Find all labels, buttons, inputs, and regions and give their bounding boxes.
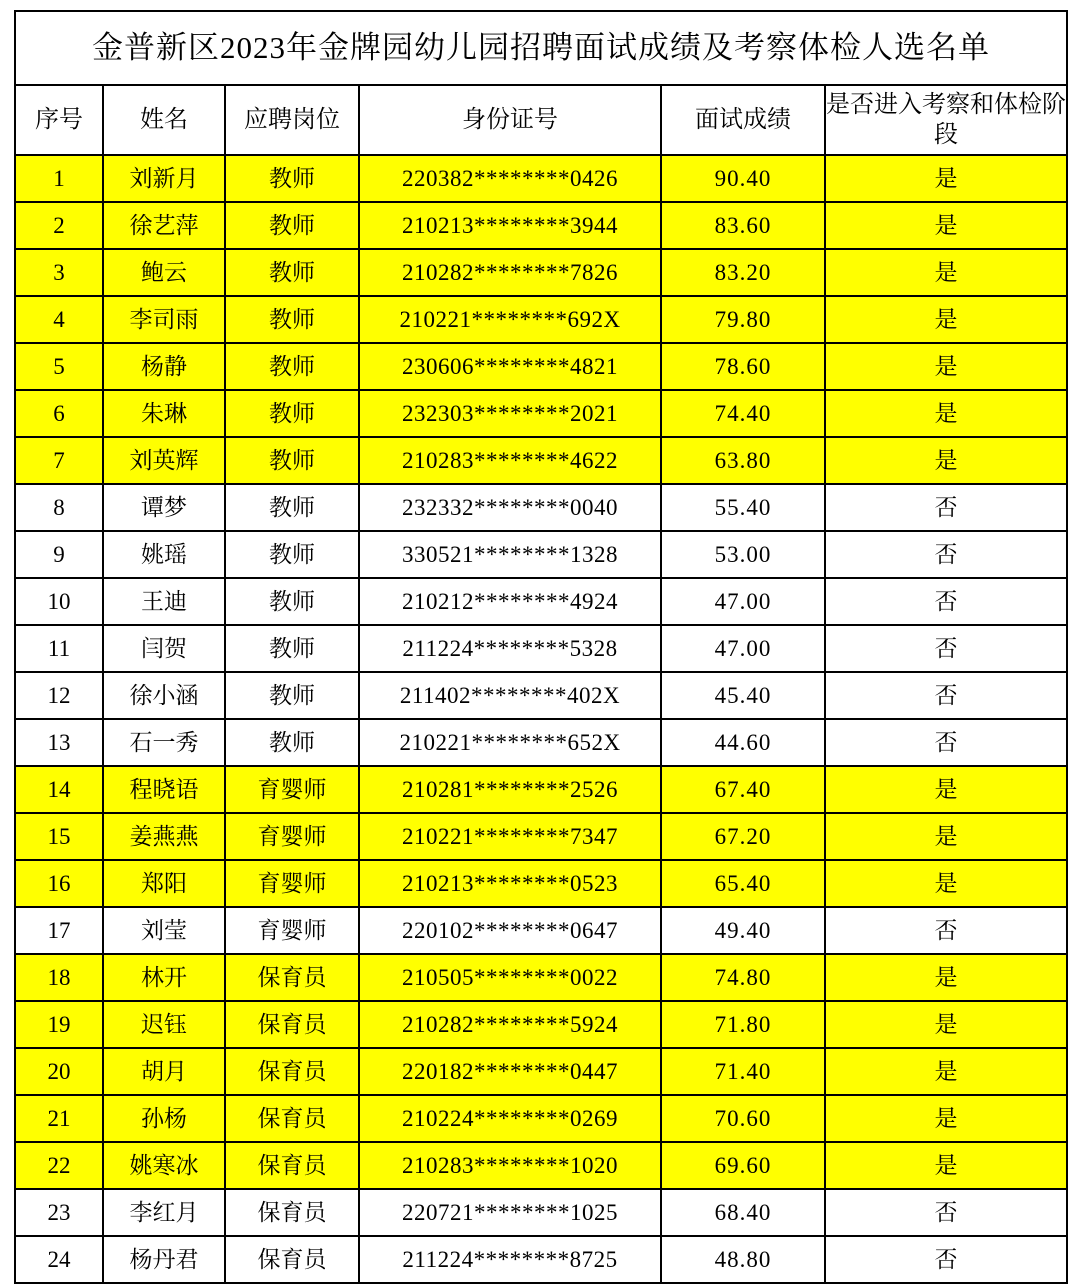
cell-no: 11 xyxy=(15,625,103,672)
cell-no: 16 xyxy=(15,860,103,907)
cell-id-number: 211224********8725 xyxy=(359,1236,661,1283)
cell-score-value: 63.80 xyxy=(661,437,825,484)
cell-id-number: 232303********2021 xyxy=(359,390,661,437)
table-row xyxy=(15,296,1067,343)
cell-score-value: 79.80 xyxy=(661,296,825,343)
cell-no: 15 xyxy=(15,813,103,860)
cell-score-value: 68.40 xyxy=(661,1189,825,1236)
cell-no: 2 xyxy=(15,202,103,249)
cell-name: 姚寒冰 xyxy=(103,1142,225,1189)
cell-name: 朱琳 xyxy=(103,390,225,437)
cell-no: 14 xyxy=(15,766,103,813)
cell-id-number: 210282********5924 xyxy=(359,1001,661,1048)
cell-pass-flag: 是 xyxy=(825,813,1067,860)
cell-pass-flag: 是 xyxy=(825,1001,1067,1048)
table-body xyxy=(15,11,1067,1283)
cell-name: 刘英辉 xyxy=(103,437,225,484)
cell-pass-flag: 是 xyxy=(825,155,1067,202)
table-row xyxy=(15,249,1067,296)
cell-name: 杨静 xyxy=(103,343,225,390)
cell-score-value: 45.40 xyxy=(661,672,825,719)
table-row xyxy=(15,954,1067,1001)
cell-name: 程晓语 xyxy=(103,766,225,813)
cell-pass-flag: 是 xyxy=(825,1095,1067,1142)
table-row xyxy=(15,155,1067,202)
cell-id-number: 210505********0022 xyxy=(359,954,661,1001)
cell-score-value: 65.40 xyxy=(661,860,825,907)
table-row xyxy=(15,578,1067,625)
cell-score-value: 90.40 xyxy=(661,155,825,202)
cell-name: 刘新月 xyxy=(103,155,225,202)
cell-name: 徐艺萍 xyxy=(103,202,225,249)
cell-score-value: 44.60 xyxy=(661,719,825,766)
column-header-no: 序号 xyxy=(15,85,103,155)
cell-pass-flag: 是 xyxy=(825,1142,1067,1189)
cell-name: 姚瑶 xyxy=(103,531,225,578)
cell-post: 教师 xyxy=(225,672,359,719)
cell-score-value: 74.80 xyxy=(661,954,825,1001)
cell-pass-flag: 是 xyxy=(825,390,1067,437)
cell-no: 17 xyxy=(15,907,103,954)
cell-name: 姜燕燕 xyxy=(103,813,225,860)
cell-no: 23 xyxy=(15,1189,103,1236)
cell-id-number: 220102********0647 xyxy=(359,907,661,954)
cell-no: 22 xyxy=(15,1142,103,1189)
cell-score-value: 48.80 xyxy=(661,1236,825,1283)
cell-no: 10 xyxy=(15,578,103,625)
cell-post: 教师 xyxy=(225,484,359,531)
cell-score-value: 67.40 xyxy=(661,766,825,813)
cell-name: 王迪 xyxy=(103,578,225,625)
column-header-id: 身份证号 xyxy=(359,85,661,155)
cell-no: 4 xyxy=(15,296,103,343)
cell-score-value: 83.60 xyxy=(661,202,825,249)
column-header-post: 应聘岗位 xyxy=(225,85,359,155)
cell-pass-flag: 否 xyxy=(825,907,1067,954)
table-row xyxy=(15,343,1067,390)
cell-no: 20 xyxy=(15,1048,103,1095)
cell-post: 教师 xyxy=(225,296,359,343)
cell-post: 教师 xyxy=(225,437,359,484)
cell-no: 7 xyxy=(15,437,103,484)
cell-pass-flag: 否 xyxy=(825,484,1067,531)
cell-name: 鲍云 xyxy=(103,249,225,296)
cell-id-number: 210283********1020 xyxy=(359,1142,661,1189)
table-row xyxy=(15,390,1067,437)
cell-id-number: 210221********692X xyxy=(359,296,661,343)
header-row xyxy=(15,85,1067,155)
cell-score-value: 70.60 xyxy=(661,1095,825,1142)
table-row xyxy=(15,907,1067,954)
cell-name: 郑阳 xyxy=(103,860,225,907)
cell-pass-flag: 否 xyxy=(825,719,1067,766)
cell-no: 8 xyxy=(15,484,103,531)
table-row xyxy=(15,1048,1067,1095)
cell-pass-flag: 否 xyxy=(825,625,1067,672)
cell-score-value: 71.40 xyxy=(661,1048,825,1095)
cell-pass-flag: 是 xyxy=(825,296,1067,343)
cell-id-number: 330521********1328 xyxy=(359,531,661,578)
cell-post: 教师 xyxy=(225,249,359,296)
cell-score-value: 53.00 xyxy=(661,531,825,578)
cell-no: 9 xyxy=(15,531,103,578)
cell-score-value: 47.00 xyxy=(661,578,825,625)
cell-pass-flag: 是 xyxy=(825,343,1067,390)
cell-post: 育婴师 xyxy=(225,860,359,907)
cell-name: 李司雨 xyxy=(103,296,225,343)
cell-id-number: 220182********0447 xyxy=(359,1048,661,1095)
cell-post: 保育员 xyxy=(225,1142,359,1189)
table-row xyxy=(15,766,1067,813)
cell-no: 21 xyxy=(15,1095,103,1142)
cell-post: 保育员 xyxy=(225,1001,359,1048)
cell-name: 徐小涵 xyxy=(103,672,225,719)
table-row xyxy=(15,531,1067,578)
column-header-name: 姓名 xyxy=(103,85,225,155)
cell-name: 林开 xyxy=(103,954,225,1001)
cell-name: 杨丹君 xyxy=(103,1236,225,1283)
cell-post: 保育员 xyxy=(225,954,359,1001)
cell-name: 石一秀 xyxy=(103,719,225,766)
title-row xyxy=(15,11,1067,85)
cell-post: 育婴师 xyxy=(225,907,359,954)
cell-id-number: 210212********4924 xyxy=(359,578,661,625)
column-header-score: 面试成绩 xyxy=(661,85,825,155)
cell-pass-flag: 是 xyxy=(825,249,1067,296)
cell-id-number: 210283********4622 xyxy=(359,437,661,484)
cell-pass-flag: 否 xyxy=(825,531,1067,578)
cell-post: 教师 xyxy=(225,625,359,672)
cell-score-value: 69.60 xyxy=(661,1142,825,1189)
cell-no: 5 xyxy=(15,343,103,390)
cell-no: 6 xyxy=(15,390,103,437)
cell-score-value: 67.20 xyxy=(661,813,825,860)
cell-post: 教师 xyxy=(225,719,359,766)
cell-id-number: 211224********5328 xyxy=(359,625,661,672)
cell-post: 保育员 xyxy=(225,1095,359,1142)
table-row xyxy=(15,1236,1067,1283)
cell-score-value: 83.20 xyxy=(661,249,825,296)
cell-score-value: 47.00 xyxy=(661,625,825,672)
cell-post: 教师 xyxy=(225,343,359,390)
table-row xyxy=(15,672,1067,719)
cell-score-value: 74.40 xyxy=(661,390,825,437)
cell-post: 保育员 xyxy=(225,1236,359,1283)
cell-id-number: 210213********3944 xyxy=(359,202,661,249)
cell-name: 迟钰 xyxy=(103,1001,225,1048)
cell-name: 李红月 xyxy=(103,1189,225,1236)
cell-no: 13 xyxy=(15,719,103,766)
results-table xyxy=(14,10,1068,1284)
cell-no: 19 xyxy=(15,1001,103,1048)
cell-pass-flag: 否 xyxy=(825,672,1067,719)
cell-score-value: 55.40 xyxy=(661,484,825,531)
cell-post: 育婴师 xyxy=(225,766,359,813)
cell-id-number: 232332********0040 xyxy=(359,484,661,531)
table-row xyxy=(15,484,1067,531)
cell-no: 1 xyxy=(15,155,103,202)
table-row xyxy=(15,813,1067,860)
table-row xyxy=(15,719,1067,766)
cell-pass-flag: 是 xyxy=(825,202,1067,249)
cell-post: 教师 xyxy=(225,531,359,578)
cell-score-value: 49.40 xyxy=(661,907,825,954)
cell-post: 保育员 xyxy=(225,1048,359,1095)
table-row xyxy=(15,437,1067,484)
cell-name: 孙杨 xyxy=(103,1095,225,1142)
cell-post: 教师 xyxy=(225,578,359,625)
table-row xyxy=(15,202,1067,249)
cell-post: 教师 xyxy=(225,390,359,437)
column-header-pass: 是否进入考察和体检阶段 xyxy=(825,85,1067,155)
cell-post: 育婴师 xyxy=(225,813,359,860)
table-row xyxy=(15,1142,1067,1189)
cell-id-number: 210281********2526 xyxy=(359,766,661,813)
cell-pass-flag: 否 xyxy=(825,578,1067,625)
page-title: 金普新区2023年金牌园幼儿园招聘面试成绩及考察体检人选名单 xyxy=(15,11,1067,85)
cell-no: 12 xyxy=(15,672,103,719)
cell-pass-flag: 否 xyxy=(825,1189,1067,1236)
cell-name: 谭梦 xyxy=(103,484,225,531)
cell-pass-flag: 是 xyxy=(825,437,1067,484)
cell-id-number: 210224********0269 xyxy=(359,1095,661,1142)
cell-no: 24 xyxy=(15,1236,103,1283)
cell-pass-flag: 否 xyxy=(825,1236,1067,1283)
cell-id-number: 211402********402X xyxy=(359,672,661,719)
cell-name: 胡月 xyxy=(103,1048,225,1095)
cell-no: 18 xyxy=(15,954,103,1001)
cell-id-number: 210221********7347 xyxy=(359,813,661,860)
cell-pass-flag: 是 xyxy=(825,860,1067,907)
cell-id-number: 230606********4821 xyxy=(359,343,661,390)
cell-pass-flag: 是 xyxy=(825,1048,1067,1095)
cell-score-value: 71.80 xyxy=(661,1001,825,1048)
cell-post: 教师 xyxy=(225,155,359,202)
cell-post: 教师 xyxy=(225,202,359,249)
cell-pass-flag: 是 xyxy=(825,954,1067,1001)
table-row xyxy=(15,1189,1067,1236)
cell-id-number: 210221********652X xyxy=(359,719,661,766)
cell-id-number: 210282********7826 xyxy=(359,249,661,296)
cell-name: 闫贺 xyxy=(103,625,225,672)
table-row xyxy=(15,1095,1067,1142)
cell-id-number: 210213********0523 xyxy=(359,860,661,907)
cell-post: 保育员 xyxy=(225,1189,359,1236)
cell-no: 3 xyxy=(15,249,103,296)
table-row xyxy=(15,860,1067,907)
table-row xyxy=(15,1001,1067,1048)
cell-name: 刘莹 xyxy=(103,907,225,954)
cell-score-value: 78.60 xyxy=(661,343,825,390)
table-row xyxy=(15,625,1067,672)
cell-id-number: 220382********0426 xyxy=(359,155,661,202)
cell-id-number: 220721********1025 xyxy=(359,1189,661,1236)
cell-pass-flag: 是 xyxy=(825,766,1067,813)
